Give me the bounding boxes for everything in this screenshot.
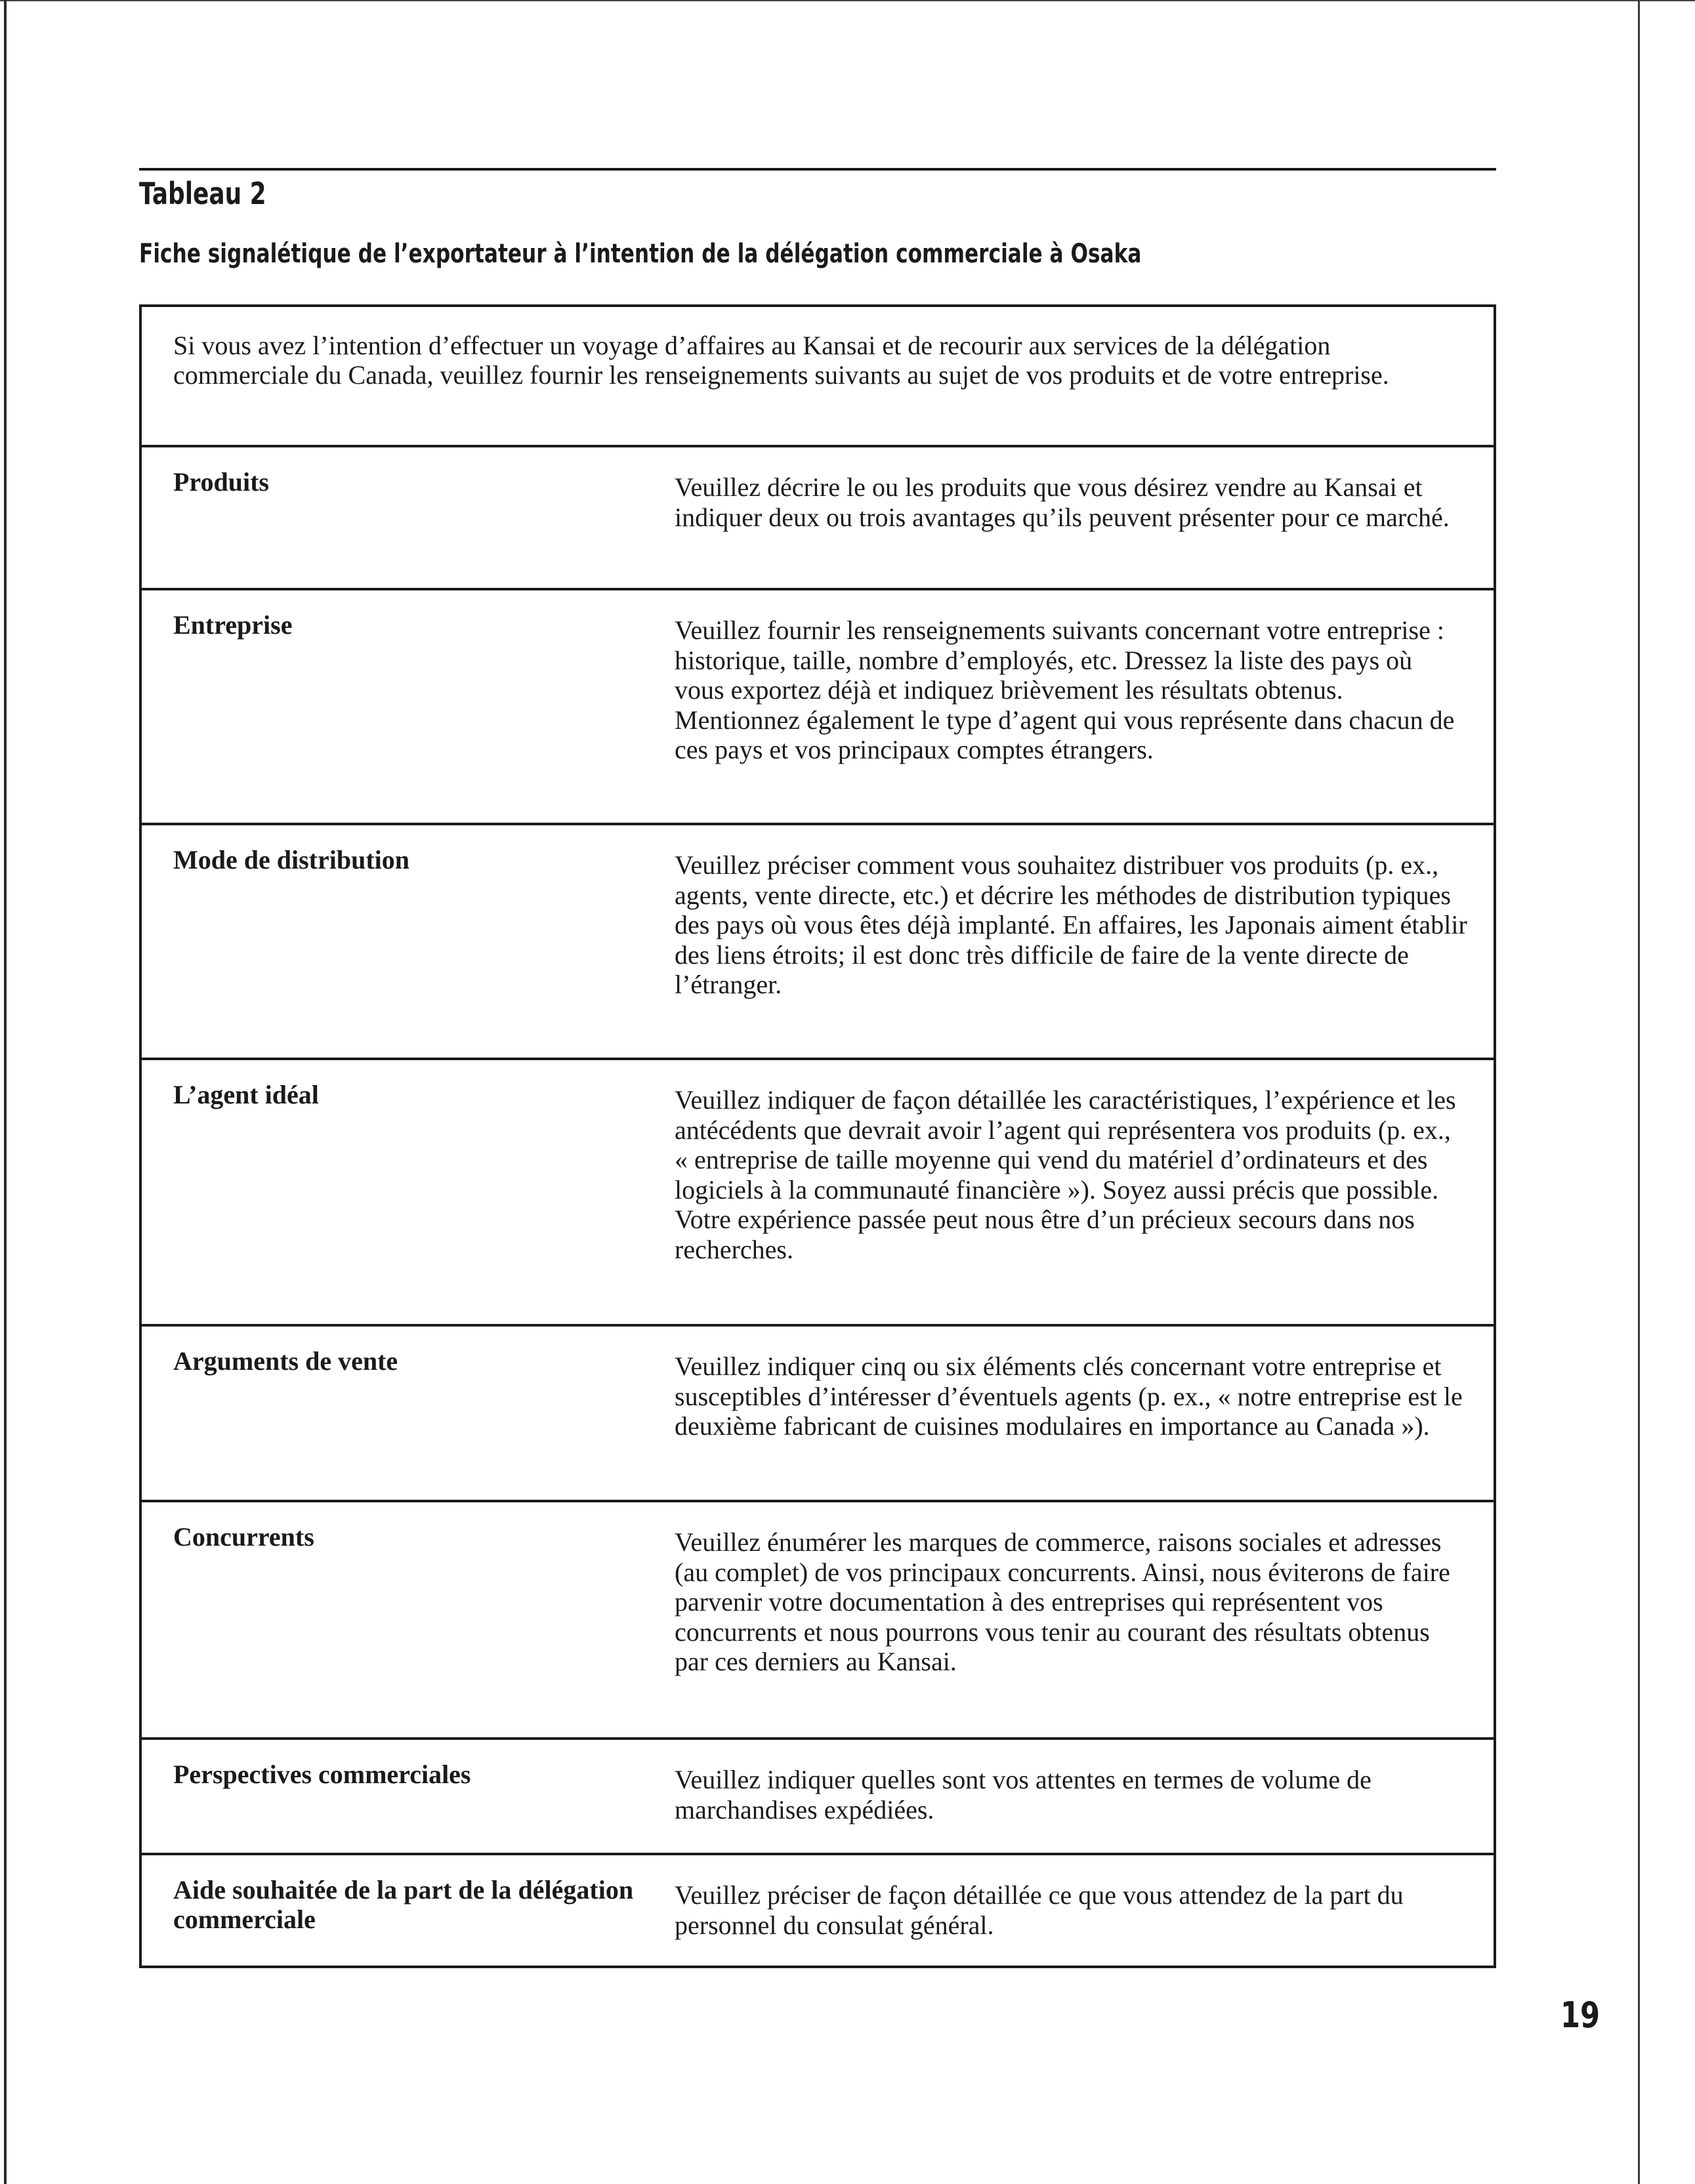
scan-edge-top (0, 0, 1695, 1)
table-row-arguments-de-vente (142, 1327, 1494, 1502)
table-number: Tableau 2 (139, 176, 266, 211)
row-label: L’agent idéal (173, 1080, 319, 1109)
row-label: Perspectives commerciales (173, 1760, 471, 1789)
row-description: Veuillez indiquer cinq ou six éléments clés concernant votre entreprise et susceptibles d’intéresser d’éventuels agents (p. ex., « notre entreprise est le deuxième fabricant de cuisines modulaires en importance au Canada »). (675, 1351, 1463, 1441)
row-label: Aide souhaitée de la part de la délégation commerciale (173, 1875, 634, 1934)
row-label: Mode de distribution (173, 845, 410, 875)
intro-text: Si vous avez l’intention d’effectuer un voyage d’affaires au Kansai et de recourir aux services de la délégation commerciale du Canada, veuillez fournir les renseignements suivants au sujet de vos produits et de votre entreprise. (142, 307, 1494, 447)
header-rule (139, 168, 1496, 171)
scan-edge-right (1638, 0, 1640, 2184)
row-description: Veuillez préciser comment vous souhaitez distribuer vos produits (p. ex., agents, vente directe, etc.) et décrire les méthodes de distribution typiques des pays où vous êtes déjà implanté. En affaires, les Japonais aiment établir des liens étroits; il est donc très difficile de faire de la vente directe de l’étranger. (675, 850, 1467, 999)
row-description: Veuillez énumérer les marques de commerce, raisons sociales et adresses (au complet) de vos principaux concurrents. Ainsi, nous éviterons de faire parvenir votre documentation à des entreprises qui représentent vos concurrents et nous pourrons vous tenir au courant des résultats obtenus par ces derniers au Kansai. (675, 1527, 1450, 1676)
row-description: Veuillez fournir les renseignements suivants concernant votre entreprise : historique, taille, nombre d’employés, etc. Dressez la liste des pays où vous exportez déjà et indiquez brièvement les résultats obtenus. Mentionnez également le type d’agent qui vous représente dans chacun de ces pays et vos principaux comptes étrangers. (675, 615, 1455, 764)
table-row-mode-de-distribution (142, 825, 1494, 1060)
table-row-concurrents (142, 1502, 1494, 1740)
scan-edge-left (4, 0, 7, 2184)
table-row-perspectives-commerciales (142, 1740, 1494, 1855)
table-row-entreprise (142, 590, 1494, 825)
table-row-aide-souhaitee (142, 1855, 1494, 1966)
table-row-agent-ideal (142, 1060, 1494, 1327)
row-label: Produits (173, 467, 269, 497)
row-description: Veuillez décrire le ou les produits que vous désirez vendre au Kansai et indiquer deux ou trois avantages qu’ils peuvent présenter pour ce marché. (675, 472, 1450, 532)
table-row-produits (142, 447, 1494, 590)
table-title: Fiche signalétique de l’exportateur à l’intention de la délégation commerciale à Osaka (139, 239, 1142, 269)
row-label: Concurrents (173, 1522, 314, 1552)
row-label: Arguments de vente (173, 1346, 398, 1376)
row-description: Veuillez indiquer de façon détaillée les caractéristiques, l’expérience et les antécédents que devrait avoir l’agent qui représentera vos produits (p. ex., « entreprise de taille moyenne qui vend du matériel d’ordinateurs et des logiciels à la communauté financière »). Soyez aussi précis que possible. Votre expérience passée peut nous être d’un précieux secours dans nos recherches. (675, 1085, 1456, 1264)
page-number: 19 (1560, 1994, 1601, 2036)
row-description: Veuillez préciser de façon détaillée ce que vous attendez de la part du personnel du consulat général. (675, 1880, 1404, 1940)
row-description: Veuillez indiquer quelles sont vos attentes en termes de volume de marchandises expédiées. (675, 1765, 1371, 1824)
exporter-form-table (139, 304, 1496, 1968)
row-label: Entreprise (173, 610, 293, 640)
